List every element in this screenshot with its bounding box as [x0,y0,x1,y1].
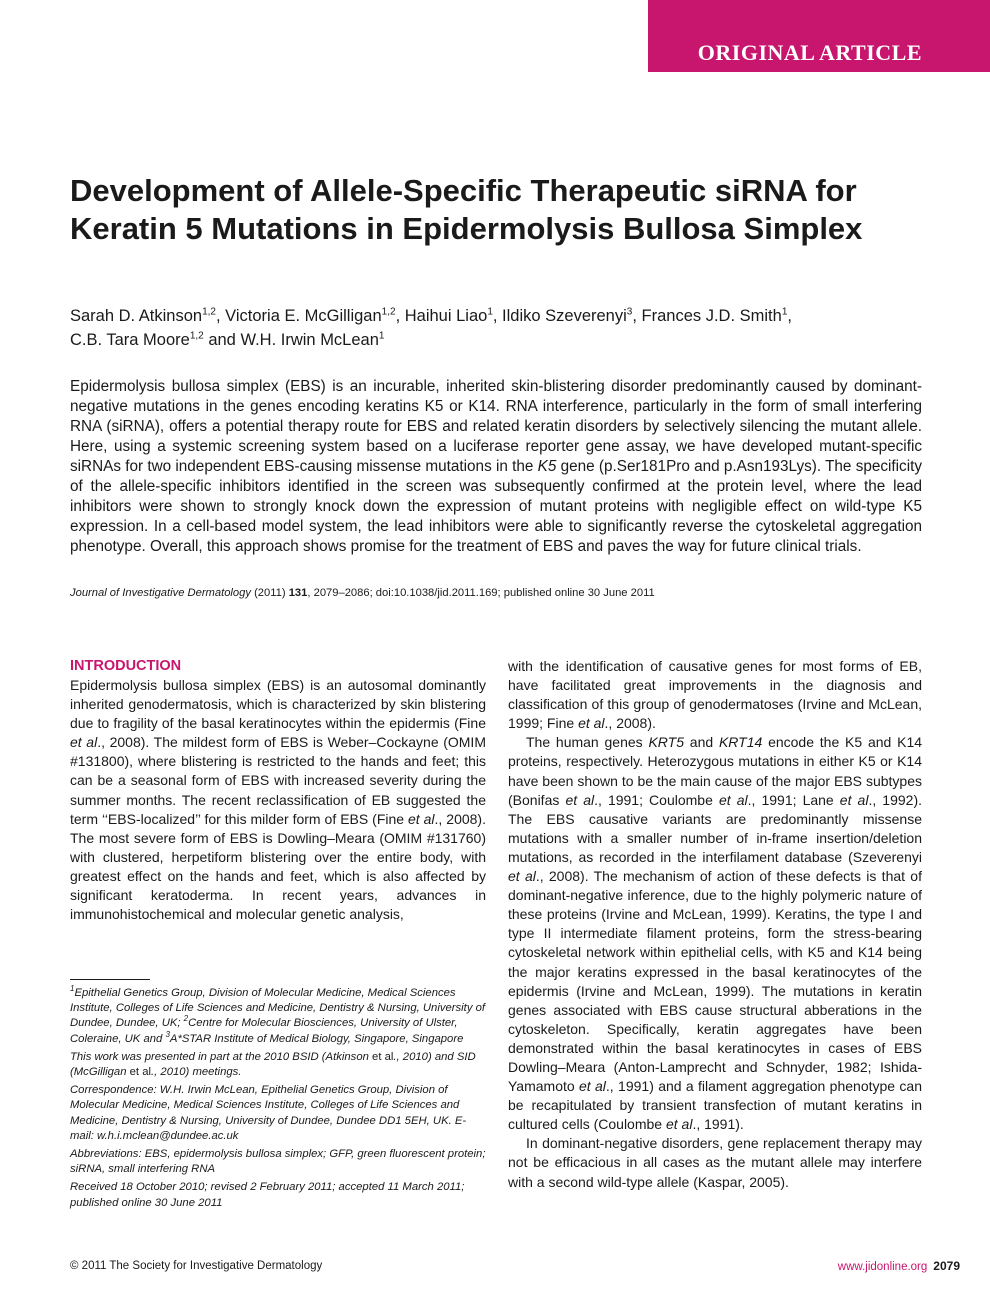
author-list [70,304,930,352]
author: W.H. Irwin McLean$^1$ [240,330,385,349]
volume: 131 [288,587,308,599]
paragraph: with the identification of causative genes for most forms of EB, have facilitated great improvements in the diagnosis and classification of this group of genodermatoses (Irvine and McLean, 1999; Fine et al., 2008). [508,658,922,732]
dates-note: Received 18 October 2010; revised 2 February 2011; accepted 11 March 2011; published online 30 June 2011 [70,1181,465,1209]
correspondence-note: Correspondence: W.H. Irwin McLean, Epithelial Genetics Group, Division of Molecular Medicine, Medical Sciences Institute, Colleges of Life Sciences and Medicine, Dentistry & Nursing, University of Dundee, Dundee DD1 5EH, UK. E-mail: w.h.i.mclean@dundee.ac.uk [70,1084,467,1142]
article-type-banner [648,0,990,72]
author: Ildiko Szeverenyi$^3$, [502,306,642,325]
body-text-left-column: Epidermolysis bullosa simplex (EBS) is an autosomal dominantly inherited genodermatosis, which is characterized by skin blistering due to fragility of the basal keratinocytes within the epidermis (Fine et al., 2008). The mildest form of EBS is Weber–Cockayne (OMIM #131800), where blistering is restricted to the hands and feet; this can be a seasonal form of EBS with increased severity during the summer months. The recent reclassification of EB suggested the term ‘‘EBS-localized’’ for this milder form of EBS (Fine et al., 2008). The most severe form of EBS is Dowling–Meara (OMIM #131760) with clustered, herpetiform blistering over the entire body, with greatest effect on the hands and feet, which is also affected by significant keratoderma. In recent years, advances in immunohistochemical and molecular genetic analysis, [70,677,486,923]
article-type-label: ORIGINAL ARTICLE [697,40,922,65]
author: Sarah D. Atkinson$^{1,2}$, [70,306,226,325]
paragraph: In dominant-negative disorders, gene replacement therapy may not be efficacious in all cases as the mutant allele may interfere with a second wild-type allele (Kaspar, 2005). [508,1135,922,1190]
body-text-right-column [508,657,922,1192]
page-number: 2079 [933,1259,960,1273]
affiliations-note: $^1$Epithelial Genetics Group, Division of Molecular Medicine, Medical Sciences Institute, Colleges of Life Sciences and Medicine, Dentistry & Nursing, University of Dundee, Dundee, UK; $^2$Centre for Molecular Biosciences, University of Ulster, Coleraine, UK and $^3$A*STAR Institute of Medical Biology, Singapore, Singapore [70,984,486,1045]
abbreviations-note: Abbreviations: EBS, epidermolysis bullosa simplex; GFP, green fluorescent protein; siRNA, small interfering RNA [70,1148,486,1176]
journal-name: Journal of Investigative Dermatology [70,587,251,599]
section-heading-introduction: INTRODUCTION [70,658,182,674]
citation-line: Journal of Investigative Dermatology (2011) 131, 2079–2086; doi:10.1038/jid.2011.169; published online 30 June 2011 [70,587,655,599]
author: Haihui Liao$^1$, [404,306,503,325]
author: C.B. Tara Moore$^{1,2}$ and [70,330,241,349]
article-title: Development of Allele-Specific Therapeutic siRNA for Keratin 5 Mutations in Epidermolysis Bullosa Simplex [70,173,863,246]
journal-url-link[interactable]: www.jidonline.org [837,1261,928,1273]
abstract: Epidermolysis bullosa simplex (EBS) is an incurable, inherited skin-blistering disorder predominantly caused by dominant-negative mutations in the genes encoding keratins K5 or K14. RNA interference, particularly in the form of small interfering RNA (siRNA), offers a potential therapy route for EBS and related keratin disorders by selectively silencing the mutant allele. Here, using a systemic screening system based on a luciferase reporter gene assay, we have developed mutant-specific siRNAs for two independent EBS-causing missense mutations in the K5 gene (p.Ser181Pro and p.Asn193Lys). The specificity of the allele-specific inhibitors identified in the screen was subsequently confirmed at the protein level, where the lead inhibitors were shown to strongly knock down the expression of mutant proteins with negligible effect on wild-type K5 expression. In a cell-based model system, the lead inhibitors were able to significantly reverse the cytoskeletal aggregation phenotype. Overall, this approach shows promise for the treatment of EBS and paves the way for future clinical trials. [70,378,922,555]
author: Victoria E. McGilligan$^{1,2}$, [225,306,405,325]
footnotes [70,986,490,1214]
footnote-divider [70,979,150,980]
paragraph: The human genes KRT5 and KRT14 encode the K5 and K14 proteins, respectively. Heterozygous mutations in either K5 or K14 have been shown to be the main cause of the major EBS subtypes (Bonifas et al., 1991; Coulombe et al., 1991; Lane et al., 1992). The EBS causative variants are predominantly missense mutations with a smaller number of in-frame insertion/deletion mutations, as recorded in the interfilament database (Szeverenyi et al., 2008). The mechanism of action of these defects is that of dominant-negative inference, due to the highly polymeric nature of these proteins (Irvine and McLean, 1999). Keratins, the type I and type II intermediate filament proteins, form the stress-bearing cytoskeletal network within epithelial cells, with K5 and K14 being the major keratins expressed in the basal keratinocytes of the epidermis (Irvine and McLean, 1999). The mutations in keratin genes associated with EBS cause structural abberations in the cytoskeleton. Specifically, keratin aggregates have been demonstrated within the basal keratinocytes in cases of EBS Dowling–Meara (Anton-Lamprecht and Schnyder, 1982; Ishida-Yamamoto et al., 1991) and a filament aggregation phenotype can be recapitulated by transient transfection of mutant keratins in cultured cells (Coulombe et al., 1991). [508,734,923,1133]
author: Frances J.D. Smith$^1$, [641,306,792,325]
page-footer-right [838,1259,960,1273]
copyright-notice: © 2011 The Society for Investigative Dermatology [70,1260,323,1272]
presentation-note: This work was presented in part at the 2010 BSID (Atkinson et al., 2010) and SID (McGilligan et al., 2010) meetings. [70,1050,476,1079]
